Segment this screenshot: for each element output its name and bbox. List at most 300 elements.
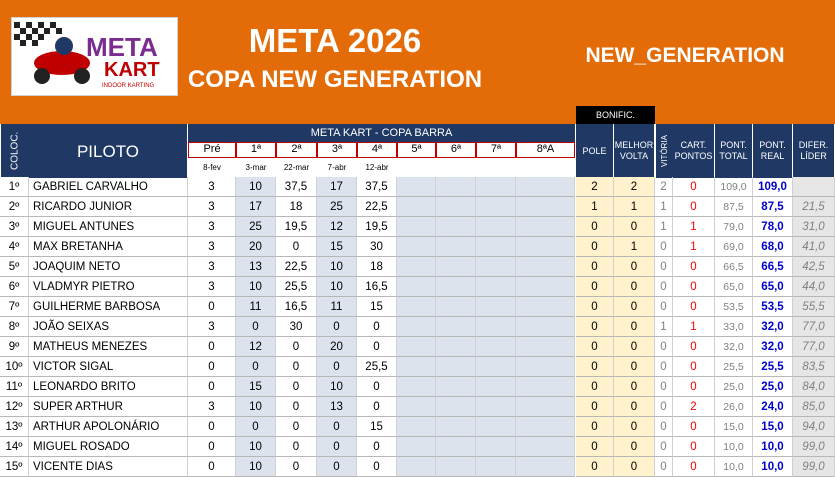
real-points-cell: 24,0	[753, 397, 793, 417]
victory-cell: 0	[655, 357, 673, 377]
leader-diff-cell: 94,0	[793, 417, 835, 437]
race-score: 17	[236, 197, 276, 217]
race-score: 3	[188, 197, 236, 217]
position-cell: 7º	[0, 297, 29, 317]
pont_real-header: PONT. REAL	[753, 124, 793, 178]
race-score: 0	[188, 297, 236, 317]
race-score: 0	[276, 417, 317, 437]
race-score: 37,5	[276, 177, 317, 197]
race-score	[397, 337, 436, 357]
victory-cell: 0	[655, 337, 673, 357]
race-score: 3	[188, 317, 236, 337]
race-header-0: Pré	[188, 142, 236, 158]
cart-points-cell: 0	[673, 297, 715, 317]
victory-cell: 0	[655, 297, 673, 317]
race-score: 30	[357, 237, 397, 257]
race-score	[397, 437, 436, 457]
race-date-6	[436, 159, 476, 177]
cart-points-cell: 0	[673, 417, 715, 437]
real-points-cell: 78,0	[753, 217, 793, 237]
race-header-5: 5ª	[397, 142, 436, 158]
race-score: 10	[317, 277, 357, 297]
race-score	[436, 277, 476, 297]
race-score: 13	[317, 397, 357, 417]
race-score: 25	[236, 217, 276, 237]
leader-diff-cell: 99,0	[793, 437, 835, 457]
race-score	[397, 457, 436, 477]
race-score	[476, 217, 516, 237]
race-score: 0	[276, 397, 317, 417]
pilot-name: VICENTE DIAS	[29, 457, 188, 477]
race-score: 22,5	[276, 257, 317, 277]
race-score	[436, 357, 476, 377]
race-score: 30	[276, 317, 317, 337]
pilot-name: VICTOR SIGAL	[29, 357, 188, 377]
race-score	[397, 377, 436, 397]
race-score: 0	[276, 437, 317, 457]
race-score	[476, 177, 516, 197]
race-score: 10	[317, 257, 357, 277]
table-row	[0, 377, 835, 397]
race-score: 0	[276, 457, 317, 477]
table-row	[0, 257, 835, 277]
pole-cell: 0	[576, 317, 614, 337]
race-header-8: 8ªA	[516, 142, 575, 158]
pilot-name: JOÃO SEIXAS	[29, 317, 188, 337]
pilot-name: GABRIEL CARVALHO	[29, 177, 188, 197]
race-date-2: 22-mar	[283, 163, 310, 172]
race-score	[476, 397, 516, 417]
pole-cell: 0	[576, 217, 614, 237]
race-score: 16,5	[357, 277, 397, 297]
pilot-name: ARTHUR APOLONÁRIO	[29, 417, 188, 437]
cart-points-cell: 0	[673, 257, 715, 277]
pilot-name: GUILHERME BARBOSA	[29, 297, 188, 317]
race-score: 0	[276, 377, 317, 397]
race-score: 0	[276, 237, 317, 257]
race-score	[516, 417, 575, 437]
cart-points-cell: 2	[673, 397, 715, 417]
race-score: 13	[236, 257, 276, 277]
race-score: 11	[317, 297, 357, 317]
pole-cell: 0	[576, 377, 614, 397]
real-points-cell: 65,0	[753, 277, 793, 297]
cart-points-cell: 1	[673, 217, 715, 237]
race-score: 10	[236, 177, 276, 197]
race-score: 0	[188, 377, 236, 397]
real-points-cell: 66,5	[753, 257, 793, 277]
race-score	[397, 317, 436, 337]
race-score: 0	[236, 417, 276, 437]
race-score	[397, 197, 436, 217]
race-score	[397, 237, 436, 257]
leader-diff-cell: 77,0	[793, 317, 835, 337]
table-row	[0, 177, 835, 197]
real-points-cell: 32,0	[753, 317, 793, 337]
table-row	[0, 397, 835, 417]
table-row	[0, 317, 835, 337]
total-points-cell: 65,0	[715, 277, 753, 297]
pole-cell: 0	[576, 437, 614, 457]
best-lap-cell: 0	[614, 277, 655, 297]
page-title: META 2026	[248, 22, 422, 59]
victory-cell: 0	[655, 417, 673, 437]
svg-text:KART: KART	[104, 59, 160, 81]
pilot-name: MAX BRETANHA	[29, 237, 188, 257]
race-score: 37,5	[357, 177, 397, 197]
position-cell: 8º	[0, 317, 29, 337]
victory-cell: 0	[655, 257, 673, 277]
victory-cell: 0	[655, 237, 673, 257]
real-points-cell: 32,0	[753, 337, 793, 357]
pont_total-header: PONT. TOTAL	[715, 124, 753, 178]
cart-points-cell: 1	[673, 237, 715, 257]
race-score	[397, 277, 436, 297]
race-score	[516, 317, 575, 337]
cart_pontos-header: CART. PONTOS	[673, 124, 715, 178]
race-score	[436, 297, 476, 317]
race-score: 0	[357, 457, 397, 477]
race-score: 3	[188, 177, 236, 197]
pole-header: POLE	[576, 124, 614, 178]
race-score: 20	[317, 337, 357, 357]
race-score: 0	[357, 337, 397, 357]
position-cell: 15º	[0, 457, 29, 477]
pole-cell: 0	[576, 417, 614, 437]
race-score	[516, 337, 575, 357]
total-points-cell: 33,0	[715, 317, 753, 337]
race-score	[436, 337, 476, 357]
race-score	[436, 197, 476, 217]
race-score	[397, 217, 436, 237]
race-score: 19,5	[276, 217, 317, 237]
race-score	[476, 197, 516, 217]
race-score: 0	[357, 437, 397, 457]
race-score: 0	[188, 457, 236, 477]
race-score	[476, 317, 516, 337]
race-date-5	[397, 159, 436, 177]
race-score: 15	[357, 417, 397, 437]
race-header-7: 7ª	[476, 142, 516, 158]
position-cell: 14º	[0, 437, 29, 457]
race-score	[436, 437, 476, 457]
total-points-cell: 25,0	[715, 377, 753, 397]
table-row	[0, 197, 835, 217]
race-score: 3	[188, 217, 236, 237]
race-score	[436, 257, 476, 277]
leader-diff-cell: 41,0	[793, 237, 835, 257]
race-header-1: 1ª	[236, 142, 276, 158]
leader-diff-cell: 31,0	[793, 217, 835, 237]
best-lap-cell: 0	[614, 377, 655, 397]
leader-diff-cell: 77,0	[793, 337, 835, 357]
bonus-label: BONIFIC.	[576, 106, 655, 124]
victory-cell: 0	[655, 437, 673, 457]
race-header-3: 3ª	[317, 142, 357, 158]
pilot-name: VLADMYR PIETRO	[29, 277, 188, 297]
svg-text:INDOOR KARTING: INDOOR KARTING	[102, 83, 155, 89]
race-score: 20	[236, 237, 276, 257]
race-score	[397, 397, 436, 417]
total-points-cell: 15,0	[715, 417, 753, 437]
race-score	[516, 217, 575, 237]
leader-diff-cell: 55,5	[793, 297, 835, 317]
leader-diff-cell	[793, 177, 835, 197]
leader-diff-cell: 84,0	[793, 377, 835, 397]
cart-points-cell: 0	[673, 437, 715, 457]
race-score	[516, 197, 575, 217]
real-points-cell: 68,0	[753, 237, 793, 257]
race-score: 0	[317, 417, 357, 437]
leader-diff-cell: 21,5	[793, 197, 835, 217]
victory-cell: 0	[655, 377, 673, 397]
pole-cell: 0	[576, 277, 614, 297]
cart-points-cell: 0	[673, 457, 715, 477]
logo-text: META	[86, 32, 158, 62]
real-points-cell: 109,0	[753, 177, 793, 197]
race-score	[436, 417, 476, 437]
total-points-cell: 109,0	[715, 177, 753, 197]
race-date-0: 8-fev	[203, 163, 221, 172]
race-score: 0	[188, 417, 236, 437]
pole-cell: 0	[576, 397, 614, 417]
table-row	[0, 437, 835, 457]
race-date-1: 3-mar	[245, 163, 267, 172]
race-score	[516, 277, 575, 297]
total-points-cell: 53,5	[715, 297, 753, 317]
race-score	[476, 277, 516, 297]
cart-points-cell: 0	[673, 177, 715, 197]
victory-cell: 1	[655, 317, 673, 337]
real-points-cell: 15,0	[753, 417, 793, 437]
table-row	[0, 237, 835, 257]
real-points-cell: 25,0	[753, 377, 793, 397]
race-score: 17	[317, 177, 357, 197]
real-points-cell: 53,5	[753, 297, 793, 317]
race-score	[476, 417, 516, 437]
race-score: 12	[236, 337, 276, 357]
total-points-cell: 10,0	[715, 457, 753, 477]
position-cell: 2º	[0, 197, 29, 217]
race-score: 0	[188, 437, 236, 457]
race-score: 11	[236, 297, 276, 317]
pole-cell: 1	[576, 197, 614, 217]
race-score: 10	[236, 397, 276, 417]
position-cell: 12º	[0, 397, 29, 417]
race-score	[516, 397, 575, 417]
race-score	[476, 297, 516, 317]
race-score	[436, 217, 476, 237]
race-score: 0	[317, 437, 357, 457]
leader-diff-cell: 85,0	[793, 397, 835, 417]
victory-cell: 2	[655, 177, 673, 197]
best-lap-cell: 0	[614, 217, 655, 237]
logo-graphic	[12, 18, 177, 95]
race-group-header: META KART - COPA BARRA	[188, 124, 575, 142]
pole-cell: 0	[576, 237, 614, 257]
vitoria-header: VITÓRIA	[655, 124, 673, 178]
coloc-header: COLOC.	[0, 124, 29, 178]
race-score: 3	[188, 257, 236, 277]
race-score	[516, 257, 575, 277]
race-score: 0	[188, 337, 236, 357]
race-date-3: 7-abr	[327, 163, 347, 172]
race-date-4: 12-abr	[365, 163, 389, 172]
best-lap-cell: 0	[614, 297, 655, 317]
race-score: 22,5	[357, 197, 397, 217]
race-header-4: 4ª	[357, 142, 397, 158]
victory-cell: 1	[655, 197, 673, 217]
race-score: 16,5	[276, 297, 317, 317]
race-score	[436, 457, 476, 477]
pilot-name: JOAQUIM NETO	[29, 257, 188, 277]
total-points-cell: 32,0	[715, 337, 753, 357]
race-score: 0	[317, 457, 357, 477]
best-lap-cell: 2	[614, 177, 655, 197]
pole-cell: 0	[576, 257, 614, 277]
pole-cell: 0	[576, 297, 614, 317]
race-score: 18	[357, 257, 397, 277]
race-score: 0	[276, 357, 317, 377]
position-cell: 5º	[0, 257, 29, 277]
pilot-name: SUPER ARTHUR	[29, 397, 188, 417]
leader-diff-cell: 83,5	[793, 357, 835, 377]
race-score	[397, 357, 436, 377]
race-score	[397, 297, 436, 317]
position-cell: 9º	[0, 337, 29, 357]
race-score: 10	[317, 377, 357, 397]
race-score: 3	[188, 277, 236, 297]
best-lap-cell: 0	[614, 457, 655, 477]
race-score: 19,5	[357, 217, 397, 237]
race-header-6: 6ª	[436, 142, 476, 158]
race-score: 25	[317, 197, 357, 217]
race-score: 3	[188, 237, 236, 257]
position-cell: 3º	[0, 217, 29, 237]
race-score: 10	[236, 457, 276, 477]
best-lap-cell: 0	[614, 257, 655, 277]
best-lap-cell: 1	[614, 197, 655, 217]
total-points-cell: 26,0	[715, 397, 753, 417]
best-lap-cell: 0	[614, 397, 655, 417]
race-score: 0	[357, 317, 397, 337]
victory-cell: 0	[655, 457, 673, 477]
pilot-name: MATHEUS MENEZES	[29, 337, 188, 357]
race-score	[516, 377, 575, 397]
race-score: 15	[317, 237, 357, 257]
pilot-name: MIGUEL ROSADO	[29, 437, 188, 457]
table-row	[0, 417, 835, 437]
pilot-name: MIGUEL ANTUNES	[29, 217, 188, 237]
leader-diff-cell: 44,0	[793, 277, 835, 297]
race-score	[516, 177, 575, 197]
best-lap-cell: 0	[614, 417, 655, 437]
position-cell: 1º	[0, 177, 29, 197]
race-score: 25,5	[357, 357, 397, 377]
race-score	[476, 337, 516, 357]
best-lap-cell: 1	[614, 237, 655, 257]
race-score: 12	[317, 217, 357, 237]
cart-points-cell: 0	[673, 357, 715, 377]
total-points-cell: 10,0	[715, 437, 753, 457]
race-score	[516, 437, 575, 457]
race-score	[397, 257, 436, 277]
leader-diff-cell: 99,0	[793, 457, 835, 477]
table-row	[0, 217, 835, 237]
race-score	[436, 177, 476, 197]
race-score: 0	[317, 357, 357, 377]
position-cell: 11º	[0, 377, 29, 397]
race-score	[397, 417, 436, 437]
best-lap-cell: 0	[614, 437, 655, 457]
race-score	[436, 397, 476, 417]
race-score: 10	[236, 277, 276, 297]
melhor_volta-header: MELHOR VOLTA	[614, 124, 655, 178]
race-score	[476, 257, 516, 277]
race-date-7	[476, 159, 516, 177]
race-date-8	[516, 159, 575, 177]
race-score	[436, 377, 476, 397]
race-score	[516, 237, 575, 257]
race-score	[516, 297, 575, 317]
position-cell: 10º	[0, 357, 29, 377]
position-cell: 13º	[0, 417, 29, 437]
real-points-cell: 25,5	[753, 357, 793, 377]
victory-cell: 0	[655, 397, 673, 417]
piloto-header: PILOTO	[29, 124, 188, 178]
race-score: 15	[236, 377, 276, 397]
position-cell: 6º	[0, 277, 29, 297]
table-row	[0, 297, 835, 317]
best-lap-cell: 0	[614, 317, 655, 337]
cart-points-cell: 1	[673, 317, 715, 337]
real-points-cell: 87,5	[753, 197, 793, 217]
race-score: 0	[276, 337, 317, 357]
race-score	[436, 237, 476, 257]
best-lap-cell: 0	[614, 357, 655, 377]
category-label: NEW_GENERATION	[585, 44, 785, 67]
best-lap-cell: 0	[614, 337, 655, 357]
race-score	[476, 237, 516, 257]
race-score	[476, 437, 516, 457]
total-points-cell: 66,5	[715, 257, 753, 277]
pilot-name: LEONARDO BRITO	[29, 377, 188, 397]
table-row	[0, 337, 835, 357]
real-points-cell: 10,0	[753, 437, 793, 457]
race-score: 25,5	[276, 277, 317, 297]
position-cell: 4º	[0, 237, 29, 257]
race-score	[476, 457, 516, 477]
total-points-cell: 69,0	[715, 237, 753, 257]
victory-cell: 1	[655, 217, 673, 237]
header-banner	[0, 0, 835, 124]
race-score: 15	[357, 297, 397, 317]
race-score: 0	[317, 317, 357, 337]
meta-kart-logo	[11, 17, 178, 96]
race-score: 0	[188, 357, 236, 377]
race-score: 18	[276, 197, 317, 217]
pole-cell: 0	[576, 337, 614, 357]
total-points-cell: 87,5	[715, 197, 753, 217]
race-score: 3	[188, 397, 236, 417]
race-header-2: 2ª	[276, 142, 317, 158]
race-score: 0	[357, 377, 397, 397]
victory-cell: 0	[655, 277, 673, 297]
race-score	[476, 377, 516, 397]
race-score: 10	[236, 437, 276, 457]
table-row	[0, 457, 835, 477]
table-row	[0, 357, 835, 377]
